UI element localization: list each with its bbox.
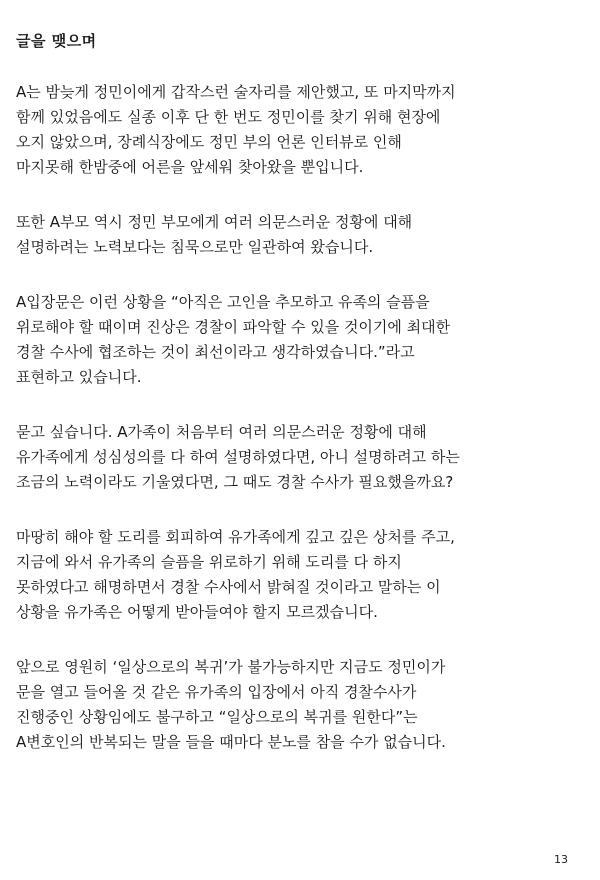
text-line: 문을 열고 들어올 것 같은 유가족의 입장에서 아직 경찰수사가	[16, 683, 417, 701]
paragraph	[16, 210, 586, 260]
text-line: 표현하고 있습니다.	[16, 368, 142, 386]
text-line: 마땅히 해야 할 도리를 회피하여 유가족에게 깊고 깊은 상처를 주고,	[16, 528, 455, 546]
text-line: 앞으로 영원히 ‘일상으로의 복귀’가 불가능하지만 지금도 정민이가	[16, 658, 446, 676]
text-line: 함께 있었음에도 실종 이후 단 한 번도 정민이를 찾기 위해 현장에	[16, 108, 441, 126]
text-line: A는 밤늦게 정민이에게 갑작스런 술자리를 제안했고, 또 마지막까지	[16, 83, 456, 101]
text-line: 진행중인 상황임에도 불구하고 “일상으로의 복귀를 원한다”는	[16, 708, 418, 726]
text-line: 묻고 싶습니다. A가족이 처음부터 여러 의문스러운 정황에 대해	[16, 423, 427, 441]
paragraph	[16, 80, 586, 180]
paragraph	[16, 420, 586, 495]
text-line: 지금에 와서 유가족의 슬픔을 위로하기 위해 도리를 다 하지	[16, 553, 402, 571]
paragraph	[16, 290, 586, 390]
page-number: 13	[554, 853, 568, 866]
text-line: 못하였다고 해명하면서 경찰 수사에서 밝혀질 것이라고 말하는 이	[16, 578, 441, 596]
text-line: 위로해야 할 때이며 진상은 경찰이 파악할 수 있을 것이기에 최대한	[16, 318, 451, 336]
text-line: 유가족에게 성심성의를 다 하여 설명하였다면, 아니 설명하려고 하는	[16, 448, 460, 466]
text-line: 경찰 수사에 협조하는 것이 최선이라고 생각하였습니다.”라고	[16, 343, 415, 361]
body-text	[16, 80, 586, 785]
text-line: A입장문은 이런 상황을 “아직은 고인을 추모하고 유족의 슬픔을	[16, 293, 430, 311]
text-line: 설명하려는 노력보다는 침묵으로만 일관하여 왔습니다.	[16, 238, 374, 256]
text-line: 또한 A부모 역시 정민 부모에게 여러 의문스러운 정황에 대해	[16, 213, 413, 231]
text-line: 오지 않았으며, 장례식장에도 정민 부의 언론 인터뷰로 인해	[16, 133, 402, 151]
text-line: 조금의 노력이라도 기울였다면, 그 때도 경찰 수사가 필요했을까요?	[16, 473, 454, 491]
text-line: A변호인의 반복되는 말을 들을 때마다 분노를 참을 수가 없습니다.	[16, 733, 446, 751]
text-line: 상황을 유가족은 어떻게 받아들여야 할지 모르겠습니다.	[16, 603, 378, 621]
paragraph	[16, 525, 586, 625]
section-title: 글을 맺으며	[16, 32, 97, 50]
text-line: 마지못해 한밤중에 어른을 앞세워 찾아왔을 뿐입니다.	[16, 158, 364, 176]
paragraph	[16, 655, 586, 755]
